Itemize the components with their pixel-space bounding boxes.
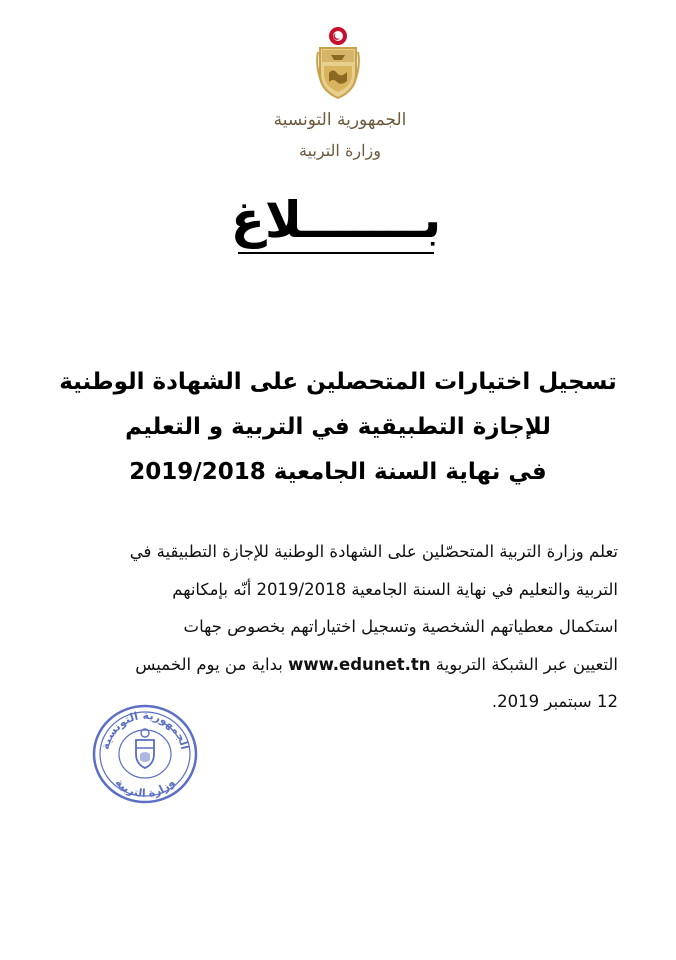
title-underline [238,252,434,254]
tunisia-coat-of-arms-icon [314,26,362,100]
stamp-top-text: الجمهورية التونسية [98,708,192,751]
edunet-link[interactable]: www.edunet.tn [288,654,431,674]
body-line-5: 12 سبتمبر 2019. [491,692,618,711]
announcement-body [58,533,618,721]
stamp-bottom-text: وزارة التربية [112,776,178,801]
body-line-1: تعلم وزارة التربية المتحصّلين على الشهادة الوطنية للإجازة التطبيقية في [129,542,618,561]
body-line-2: التربية والتعليم في نهاية السنة الجامعية 2019/2018 أنّه بإمكانهم [172,579,618,599]
subject-line-3: في نهاية السنة الجامعية 2019/2018 [129,459,547,485]
ministry-seal-stamp-icon [92,704,198,804]
ministry-name: وزارة التربية [299,141,381,160]
body-line-4-start: التعيين عبر الشبكة التربوية [435,654,618,674]
subject-line-1: تسجيل اختيارات المتحصلين على الشهادة الوطنية [59,369,617,395]
body-line-3: استكمال معطياتهم الشخصية وتسجيل اختياراتهم بخصوص جهات [183,617,618,636]
body-line-4 [58,646,618,684]
subject-line-2: للإجازة التطبيقية في التربية و التعليم [125,414,551,440]
republic-name: الجمهورية التونسية [273,110,407,130]
announcement-title: بـــــــلاغ [230,190,442,249]
announcement-subject [58,360,618,495]
body-line-4-end: بداية من يوم الخميس [135,654,283,674]
